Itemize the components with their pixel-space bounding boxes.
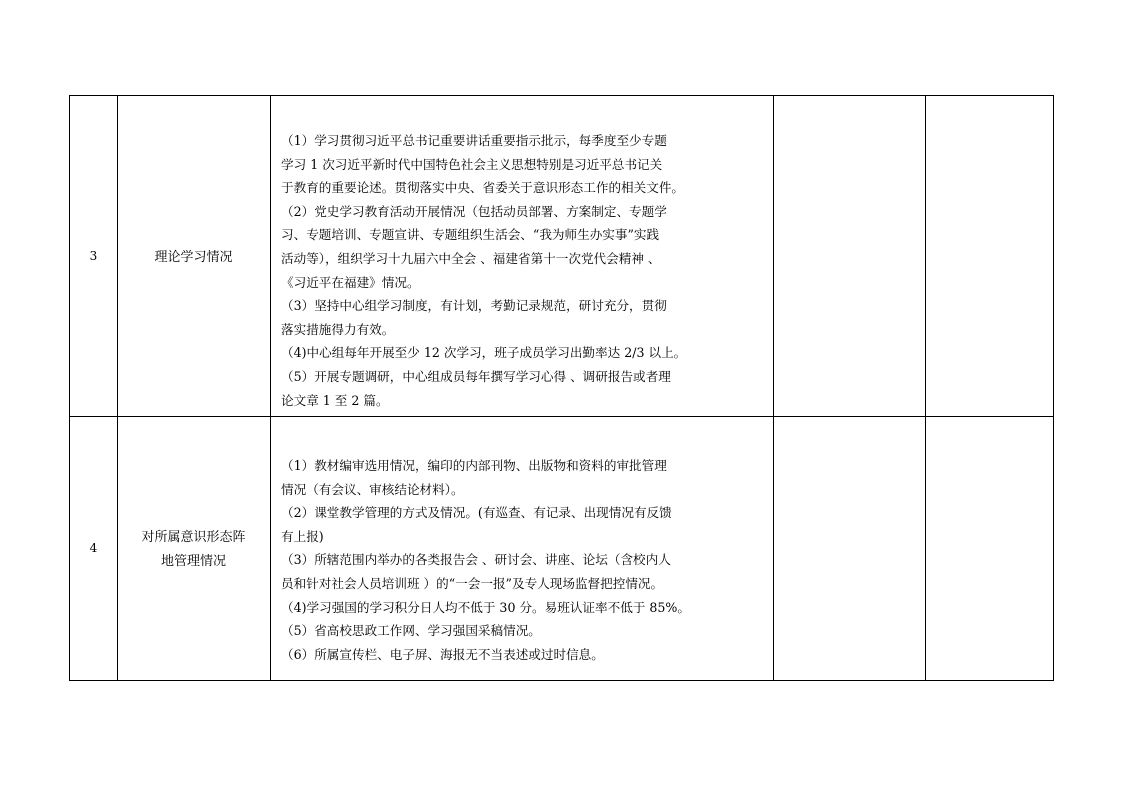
row-divider [70,416,1053,417]
content-line: （2）课堂教学管理的方式及情况。(有巡查、有记录、出现情况有反馈 [281,505,672,521]
row-number: 3 [89,249,98,263]
item-title-line: 对所属意识形态阵 [141,530,246,545]
content-line: 有上报) [281,528,324,544]
content-line: （4)学习强国的学习积分日人均不低于 30 分。易班认证率不低于 85%。 [281,599,690,615]
content-line: （6）所属宣传栏、电子屏、海报无不当表述或过时信息。 [281,646,604,662]
content-line: （3）所辖范围内举办的各类报告会 、研讨会、讲座、论坛（含校内人 [281,552,671,568]
column-divider [925,96,926,680]
content-line: 学习 1 次习近平新时代中国特色社会主义思想特别是习近平总书记关 [281,156,663,172]
column-divider [773,96,774,680]
content-line: （3）坚持中心组学习制度，有计划，考勤记录规范，研讨充分，贯彻 [281,298,667,314]
content-line: 论文章 1 至 2 篇。 [281,392,389,408]
content-line: （1）教材编审选用情况，编印的内部刊物、出版物和资料的审批管理 [281,458,667,473]
content-line: （2）党史学习教育活动开展情况（包括动员部署、方案制定、专题学 [281,203,667,219]
content-line: （4)中心组每年开展至少 12 次学习，班子成员学习出勤率达 2/3 以上。 [281,345,687,361]
content-line: 员和针对社会人员培训班 ）的“一会一报”及专人现场监督把控情况。 [281,575,664,591]
evaluation-table [69,95,1054,681]
content-line: 情况（有会议、审核结论材料）。 [281,481,464,497]
content-line: （5）省高校思政工作网、学习强国采稿情况。 [281,623,541,639]
row-item-title: 理论学习情况 [154,250,233,265]
content-line: 于教育的重要论述。贯彻落实中央、省委关于意识形态工作的相关文件。 [281,180,684,196]
content-line: 活动等），组织学习十九届六中全会 、福建省第十一次党代会精神 、 [281,250,661,266]
item-title-line: 地管理情况 [160,554,226,569]
row-content [281,129,773,412]
content-line: 落实措施得力有效。 [281,321,395,337]
column-divider [270,96,271,680]
column-divider [117,96,118,680]
row-item-title [117,526,270,574]
content-line: （5）开展专题调研，中心组成员每年撰写学习心得 、调研报告或者理 [281,368,671,384]
content-line: 《习近平在福建》情况。 [281,274,420,290]
row-content [281,454,773,666]
content-line: 习、专题培训、专题宣讲、专题组织生活会、“我为师生办实事”实践 [281,227,660,243]
content-line: （1）学习贯彻习近平总书记重要讲话重要指示批示，每季度至少专题 [281,133,667,148]
row-number: 4 [89,541,98,555]
